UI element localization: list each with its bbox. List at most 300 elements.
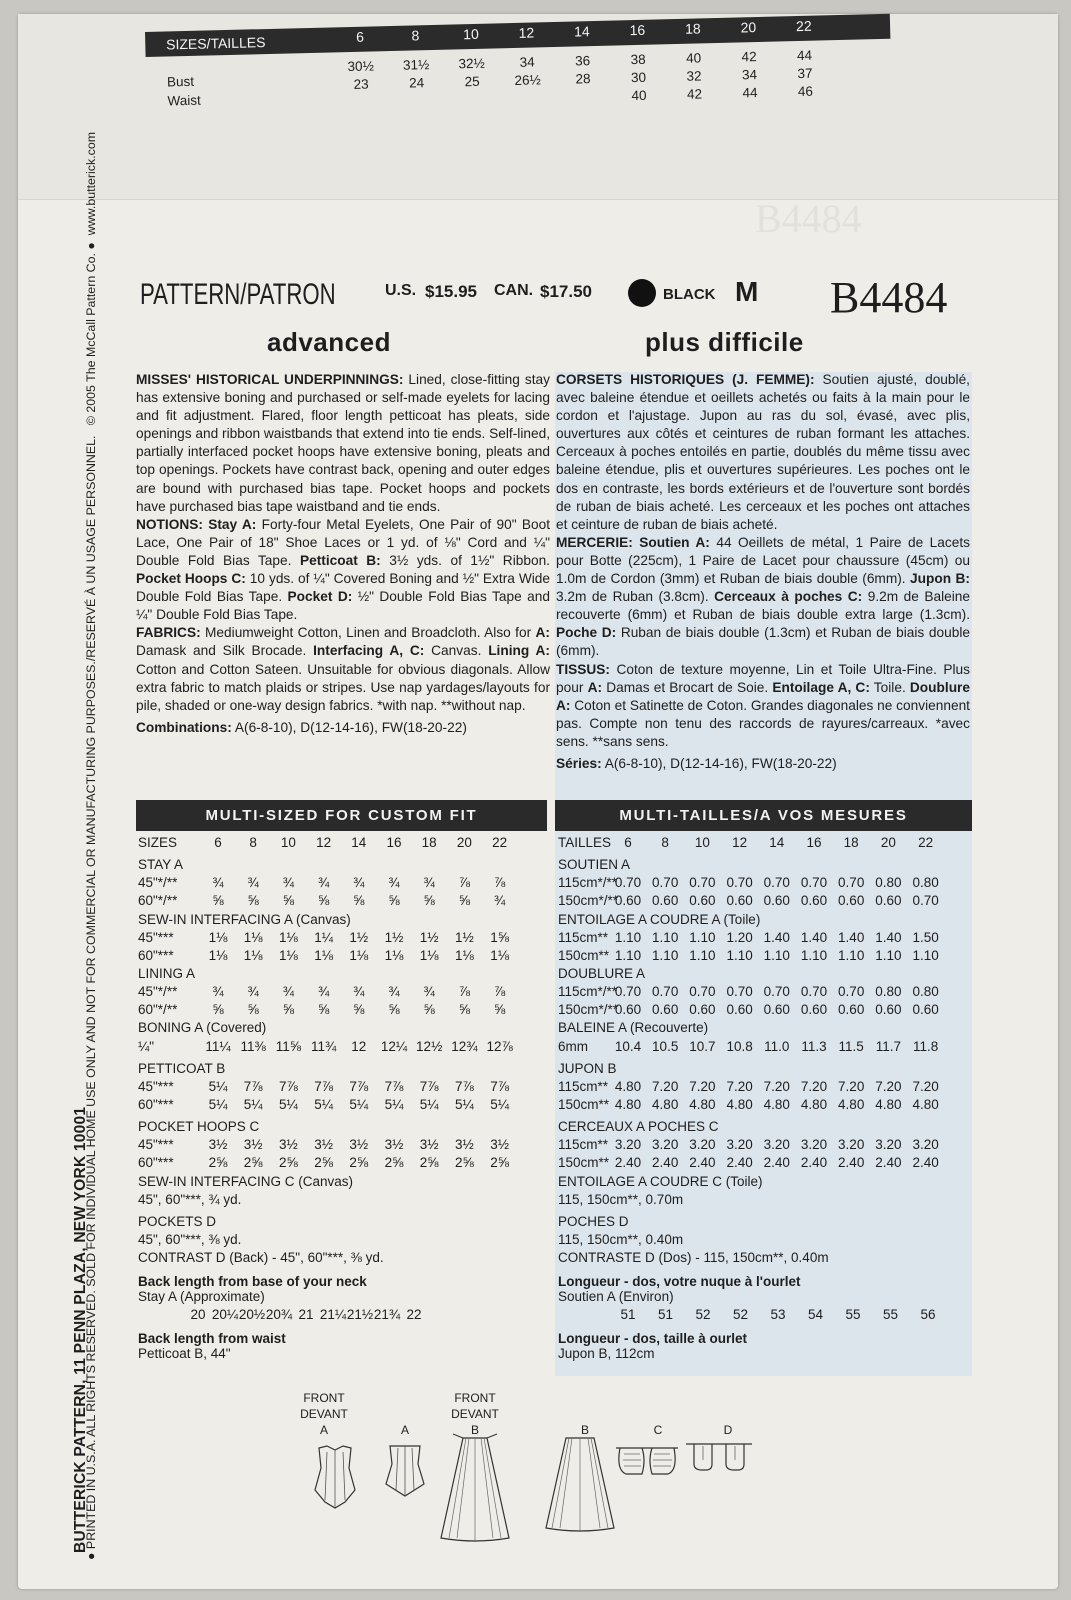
cell-value: 0.80 [912,875,939,891]
color-label: BLACK [663,286,716,303]
cell-value: 2⅝ [243,1155,263,1171]
table-row [558,893,972,911]
cell-value: 5¼ [314,1096,333,1112]
cell-value: 11¾ [310,1038,337,1054]
cell-value: ⅞ [493,984,506,1000]
devant-label-b: DEVANT [451,1407,499,1421]
size-6: 6 [355,28,365,45]
table-row [138,948,548,966]
cell-value: 1⅛ [279,929,298,945]
cell-value: 55 [845,1307,861,1323]
cell-value: 0.80 [875,875,902,891]
french-fabrics-lining-label: Doublure A: [556,679,970,713]
faded-pattern-number: B4484 [755,196,862,241]
back-neck-values [138,1307,548,1325]
cell-value: 5¼ [490,1096,509,1112]
cell-value: 1.10 [652,947,679,963]
french-yardage-table [558,835,972,1361]
table-row [138,1232,548,1250]
cell-value: 12¾ [451,1038,478,1054]
back-neck-title: Longueur - dos, votre nuque à l'ourlet [558,1274,801,1290]
cell-value: 0.60 [763,1002,790,1018]
cell-value: 0.60 [652,893,679,909]
pockets-sketch [684,1438,754,1478]
row-label: 45"*** [138,929,174,945]
french-notions-petticoat-label: Jupon B: [910,571,970,587]
level-french: plus difficile [645,327,804,357]
row-label: 6mm [558,1038,588,1054]
english-notions-stay-label: Stay A: [208,516,257,532]
cell-value: 3.20 [614,1137,642,1153]
cell-value: ⅝ [423,893,435,909]
cell-value: 1½ [455,929,474,945]
table-row [138,930,548,948]
cell-value: 7.20 [652,1078,679,1094]
english-yardage-table [138,835,548,1361]
cell-value: 3½ [243,1137,263,1153]
cell-value: 51 [657,1307,674,1323]
row-label: 45"*/** [138,984,178,1000]
waist-value: 34 [741,67,758,83]
front-label-b: FRONT [454,1391,496,1405]
cell-value: 0.60 [652,1002,679,1018]
row-label: POCKET HOOPS C [138,1119,260,1135]
cell-value: 7.20 [912,1078,939,1094]
english-title: MISSES' HISTORICAL UNDERPINNINGS: [136,372,404,387]
table-header-row [138,835,548,853]
english-desc-text: Lined, close-fitting stay has extensive boning and purchased or self-made eyelets for lacing and fit adjustment. Flared, floor length petticoat has pleats, side openings and ribbon waistbands that extend into tie ends. Self-lined, partially interfaced pocket hoops have extensive boning, pleats and top openings. Pockets have contrast back, opening and outer edges are bound with purchased bias tape. Pocket hoops and pockets have purchased bias tape waistband and tie ends. [136,372,550,514]
cell-value: 4.80 [652,1096,679,1112]
cell-value: 7⅞ [314,1078,333,1094]
row-label: 115, 150cm**, 0.40m [558,1231,684,1247]
row-label: 150cm** [558,1155,610,1171]
cell-value: ⅝ [388,893,400,909]
table-row [558,1097,972,1115]
cell-value: 4.80 [726,1096,753,1112]
back-neck-values [558,1307,972,1325]
third-row-value: 44 [742,85,758,101]
table-row [558,857,972,875]
english-fabrics-1: Mediumweight Cotton, Linen and Broadcloth. Also for [205,625,532,641]
english-notions-pocket-label: Pocket D: [287,589,353,605]
cell-value: ⅝ [353,893,365,909]
cell-value: 1.10 [875,947,902,963]
bust-value: 30½ [347,58,375,75]
cell-value: 1.40 [800,929,828,945]
cell-value: 11.8 [912,1038,939,1054]
cell-value: 8 [249,835,257,850]
cell-value: 2.40 [689,1155,716,1171]
cell-value: 2.40 [763,1155,790,1171]
french-notions-stay-label: Soutien A: [639,534,710,550]
cell-value: 1.40 [838,929,865,945]
cell-value: ⅝ [493,1002,506,1018]
cell-value: ⅝ [388,1002,400,1018]
english-notions-petticoat: 3½ yds. of 1½" Ribbon. [389,552,550,568]
cell-value: 4.80 [838,1096,865,1112]
cell-value: 3.20 [689,1137,716,1153]
cell-value: 2.40 [800,1155,828,1171]
english-notions-petticoat-label: Petticoat B: [299,552,381,568]
third-row-value: 46 [797,83,814,100]
cell-value: 5¼ [455,1096,474,1112]
cell-value: 11.5 [838,1038,864,1054]
table-row [558,1192,972,1210]
row-label: ENTOILAGE A COUDRE C (Toile) [558,1173,763,1189]
row-label: DOUBLURE A [558,965,646,981]
cell-value: 1⅛ [208,947,228,963]
back-waist-sub: Jupon B, 112cm [558,1346,655,1362]
table-row [138,1174,548,1192]
cell-value: ⅝ [212,1002,224,1018]
cell-value: 7.20 [875,1078,902,1094]
row-label: SEW-IN INTERFACING A (Canvas) [138,911,351,927]
french-description [556,371,970,773]
cell-value: 1⅛ [419,947,439,963]
english-fabrics-label: FABRICS: [136,625,201,641]
cell-value: 7⅞ [455,1078,474,1094]
bust-value: 34 [519,54,535,70]
cell-value: ⅞ [458,984,471,1000]
row-label: 45"*** [138,1078,174,1094]
cell-value: 11⅜ [240,1038,266,1054]
cell-value: 0.60 [726,893,753,909]
row-label: CONTRASTE D (Dos) - 115, 150cm**, 0.40m [558,1250,829,1266]
cell-value: 7⅞ [349,1078,369,1094]
french-table-banner: MULTI-TAILLES/A VOS MESURES [555,800,972,831]
cell-value: 12 [316,835,332,850]
english-notions-pocket: ½" Double Fold Bias Tape and ¼" Double Fold Bias Tape. [136,589,550,623]
cell-value: 12⅞ [486,1038,513,1054]
cell-value: 2⅝ [384,1155,404,1171]
cell-value: 1½ [349,929,369,945]
back-neck-title: Back length from base of your neck [138,1274,367,1290]
cell-value: ¾ [212,984,224,1000]
size-16: 16 [629,21,646,39]
cell-value: 14 [351,835,367,850]
size-20: 20 [740,19,757,36]
french-combinations-label: Séries: [556,755,602,771]
cell-value: 1⅛ [243,947,263,963]
code-letter: M [735,276,759,307]
cell-value: 3.20 [912,1137,939,1153]
back-waist-title: Back length from waist [138,1331,286,1347]
cell-value: 0.60 [763,893,790,909]
table-row [558,966,972,984]
cell-value: 51 [620,1307,636,1323]
cell-value: 3.20 [763,1137,790,1153]
cell-value: 11.3 [801,1038,827,1054]
cell-value: ⅝ [353,1002,365,1018]
cell-value: 20 [880,835,896,850]
row-label: 45"*/** [138,875,178,891]
waist-value: 23 [353,76,369,92]
side-company: BUTTERICK PATTERN, 11 PENN PLAZA, NEW YORK 10001 [72,1106,89,1553]
cell-value: 5¼ [208,1096,228,1112]
english-combinations-label: Combinations: [136,719,232,735]
cell-value: 1.10 [726,947,753,963]
cell-value: 3.20 [800,1137,828,1153]
cell-value: ⅝ [458,893,471,909]
table-row [138,1020,548,1038]
english-table-banner: MULTI-SIZED FOR CUSTOM FIT [136,800,547,831]
cell-value: 4.80 [689,1096,716,1112]
cell-value: ¾ [353,984,365,1000]
cell-value: 0.70 [614,984,642,1000]
back-neck-sub: Stay A (Approximate) [138,1289,265,1305]
french-notions-petticoat: 3.2m de Ruban (3.8cm). [556,589,709,605]
english-notions-hoops-label: Pocket Hoops C: [136,571,246,587]
cell-value: 0.70 [763,984,790,1000]
row-label: BONING A (Covered) [138,1020,267,1036]
english-fabrics-lining-label: Lining A: [488,643,550,659]
english-notions-label: NOTIONS: [136,516,203,532]
cell-value: ¾ [317,984,330,1000]
table-row [138,1039,548,1057]
cell-value: ⅝ [458,1002,471,1018]
cell-value: 1.20 [726,929,753,945]
waist-value: 26½ [514,72,541,88]
size-22: 22 [795,17,812,35]
french-notions-label: MERCERIE: [556,534,633,550]
cell-value: 3½ [279,1137,298,1153]
table-row [558,948,972,966]
english-description [136,371,550,737]
waist-value: 32 [686,68,702,84]
cell-value: ⅝ [247,893,259,909]
row-label: 115cm** [558,1078,609,1094]
english-notions-hoops: 10 yds. of ¼" Covered Boning and ½" Extra Wide Double Fold Bias Tape. [136,571,551,605]
cell-value: 2.40 [652,1155,679,1171]
pocket-hoops-sketch [612,1440,682,1480]
row-label: TAILLES [558,835,612,850]
cell-value: 52 [695,1307,711,1323]
cell-value: 2⅝ [279,1155,298,1171]
cell-value: 11⅝ [275,1038,302,1054]
cell-value: ⅞ [458,875,471,891]
english-combinations: A(6-8-10), D(12-14-16), FW(18-20-22) [234,719,467,735]
cell-value: 0.60 [689,1002,716,1018]
cell-value: 21½ [346,1307,374,1323]
cell-value: 10 [694,835,710,850]
letter-a-front: A [319,1423,328,1437]
table-row [138,966,548,984]
row-label: ENTOILAGE A COUDRE A (Toile) [558,911,761,927]
back-waist-title: Longueur - dos, taille à ourlet [558,1331,748,1347]
cell-value: 5¼ [419,1096,439,1112]
table-row [138,1137,548,1155]
english-fabrics-interfacing-label: Interfacing A, C: [313,643,425,659]
cell-value: 3½ [384,1137,404,1153]
table-row [138,1097,548,1115]
cell-value: 0.70 [652,984,679,1000]
cell-value: 18 [421,835,437,850]
cell-value: 4.80 [875,1096,902,1112]
row-label: 45"*** [138,1137,174,1153]
cell-value: 2.40 [912,1155,939,1171]
cell-value: 1⅛ [279,947,298,963]
bust-label: Bust [166,73,195,90]
row-label: 115, 150cm**, 0.70m [558,1191,684,1207]
row-label: CERCEAUX A POCHES C [558,1119,719,1135]
row-label: 60"*/** [138,1002,178,1018]
cell-value: 0.60 [614,1002,642,1018]
cell-value: 3.20 [875,1137,902,1153]
cell-value: 11¼ [205,1038,231,1054]
cell-value: 4.80 [912,1096,939,1112]
row-label: 150cm** [558,1096,610,1112]
table-row [558,1079,972,1097]
row-label: SOUTIEN A [558,857,631,873]
row-label: 45", 60"***, ⅜ yd. [138,1231,242,1247]
cell-value: 1.10 [800,947,828,963]
cell-value: 2⅝ [208,1155,228,1171]
french-fabrics-a-label: A: [587,679,603,695]
waist-value: 28 [575,71,591,87]
size-18: 18 [684,20,701,37]
sizes-label: SIZES/TAILLES [165,34,266,53]
cell-value: ⅝ [282,893,295,909]
table-header-row [558,835,972,853]
side-company-text [72,1107,90,1553]
cell-value: 14 [769,835,785,850]
cell-value: 0.60 [875,893,902,909]
cell-value: 4.80 [763,1096,790,1112]
cell-value: 8 [661,835,669,850]
table-row [558,1155,972,1173]
cell-value: 18 [843,835,859,850]
cell-value: 20½ [238,1307,266,1323]
cell-value: 1.50 [912,929,939,945]
cell-value: ⅝ [317,1002,330,1018]
cell-value: 12½ [416,1038,443,1054]
french-notions-pocket-label: Poche D: [556,625,617,641]
row-label: POCKETS D [138,1213,217,1229]
us-price: $15.95 [425,282,477,301]
cell-value: 7.20 [726,1078,753,1094]
level-english: advanced [267,327,391,357]
table-row [558,875,972,893]
cell-value: 1.10 [652,929,679,945]
cell-value: 0.60 [614,893,642,909]
cell-value: 11.7 [875,1038,902,1054]
cell-value: 10.4 [614,1038,642,1054]
cell-value: ¾ [282,875,295,891]
cell-value: 2⅝ [419,1155,439,1171]
cell-value: 3.20 [652,1137,679,1153]
figure-label-front-b [440,1390,510,1438]
size-12: 12 [518,24,535,41]
waist-value: 24 [408,75,425,91]
table-row [138,875,548,893]
row-label: 60"*** [138,947,174,963]
third-row-value: 42 [686,86,703,102]
table-row [138,893,548,911]
cell-value: 2.40 [838,1155,865,1171]
cell-value: 2⅝ [455,1155,474,1171]
cell-value: ¾ [317,875,330,891]
cell-value: 22 [918,835,934,850]
side-website: www.butterick.com [84,131,98,236]
cell-value: 1.10 [838,947,865,963]
cell-value: 7.20 [763,1078,790,1094]
cell-value: ¾ [282,984,295,1000]
cell-value: 52 [732,1307,749,1323]
table-row [138,1002,548,1020]
cell-value: 12 [351,1038,367,1054]
cell-value: 2.40 [614,1155,642,1171]
cell-value: 1.10 [689,929,716,945]
table-row [558,1232,972,1250]
cell-value: 7⅞ [384,1078,404,1094]
side-legal: PRINTED IN U.S.A. ALL RIGHTS RESERVED. SOLD FOR INDIVIDUAL HOME USE ONLY AND NOT FOR COMMERCIAL OR MANUFACTURING PURPOSES./RESERVÉ À UN USAGE PERSONNEL. [84,435,98,1550]
stay-front-sketch [305,1440,365,1520]
cell-value: ⅝ [247,1002,259,1018]
cell-value: 0.70 [726,984,753,1000]
english-fabrics-2: Damask and Silk Brocade. [136,643,307,659]
row-label: BALEINE A (Recouverte) [558,1020,709,1036]
french-combinations: A(6-8-10), D(12-14-16), FW(18-20-22) [604,755,837,771]
cell-value: 3.20 [726,1137,753,1153]
table-row [558,1174,972,1192]
table-row [138,984,548,1002]
figure-label-c: C [653,1423,663,1437]
french-title: CORSETS HISTORIQUES (J. FEMME): [556,372,815,387]
cell-value: 3½ [349,1137,369,1153]
table-row [558,1039,972,1057]
front-label: FRONT [303,1391,345,1405]
table-row [138,912,548,930]
back-waist-sub: Petticoat B, 44" [138,1346,231,1362]
back-length-section [558,1274,972,1361]
cell-value: 1.10 [614,929,642,945]
table-row [558,1002,972,1020]
cell-value: ⅝ [423,1002,435,1018]
cell-value: 1.10 [689,947,716,963]
french-fabrics-interfacing-label: Entoilage A, C: [772,679,870,695]
table-row [138,1155,548,1173]
size-14: 14 [573,23,590,40]
cell-value: 0.60 [838,1002,865,1018]
cell-value: 7⅞ [419,1078,439,1094]
cell-value: 1.40 [875,929,902,945]
cell-value: 56 [920,1307,936,1323]
table-row [558,984,972,1002]
cell-value: 5¼ [279,1096,298,1112]
table-row [138,1250,548,1268]
bust-value: 44 [796,47,813,64]
table-row [558,1061,972,1079]
table-row [138,1192,548,1210]
cell-value: 7⅞ [243,1078,263,1094]
english-fabrics-a-label: A: [535,625,550,641]
table-row [558,1020,972,1038]
row-label: POCHES D [558,1213,629,1229]
pattern-number: B4484 [830,273,948,322]
bust-value: 31½ [402,57,430,73]
waist-value: 25 [464,73,480,90]
cell-value: 1¼ [314,929,333,945]
cell-value: 0.70 [689,875,716,891]
cell-value: 3½ [419,1137,439,1153]
cell-value: 0.80 [875,984,902,1000]
cell-value: 5¼ [349,1096,369,1112]
cell-value: 20 [190,1307,206,1323]
pattern-label: PATTERN/PATRON [140,278,336,311]
waist-label [167,93,200,101]
cell-value: ¾ [247,984,259,1000]
cell-value: 0.60 [689,893,716,909]
